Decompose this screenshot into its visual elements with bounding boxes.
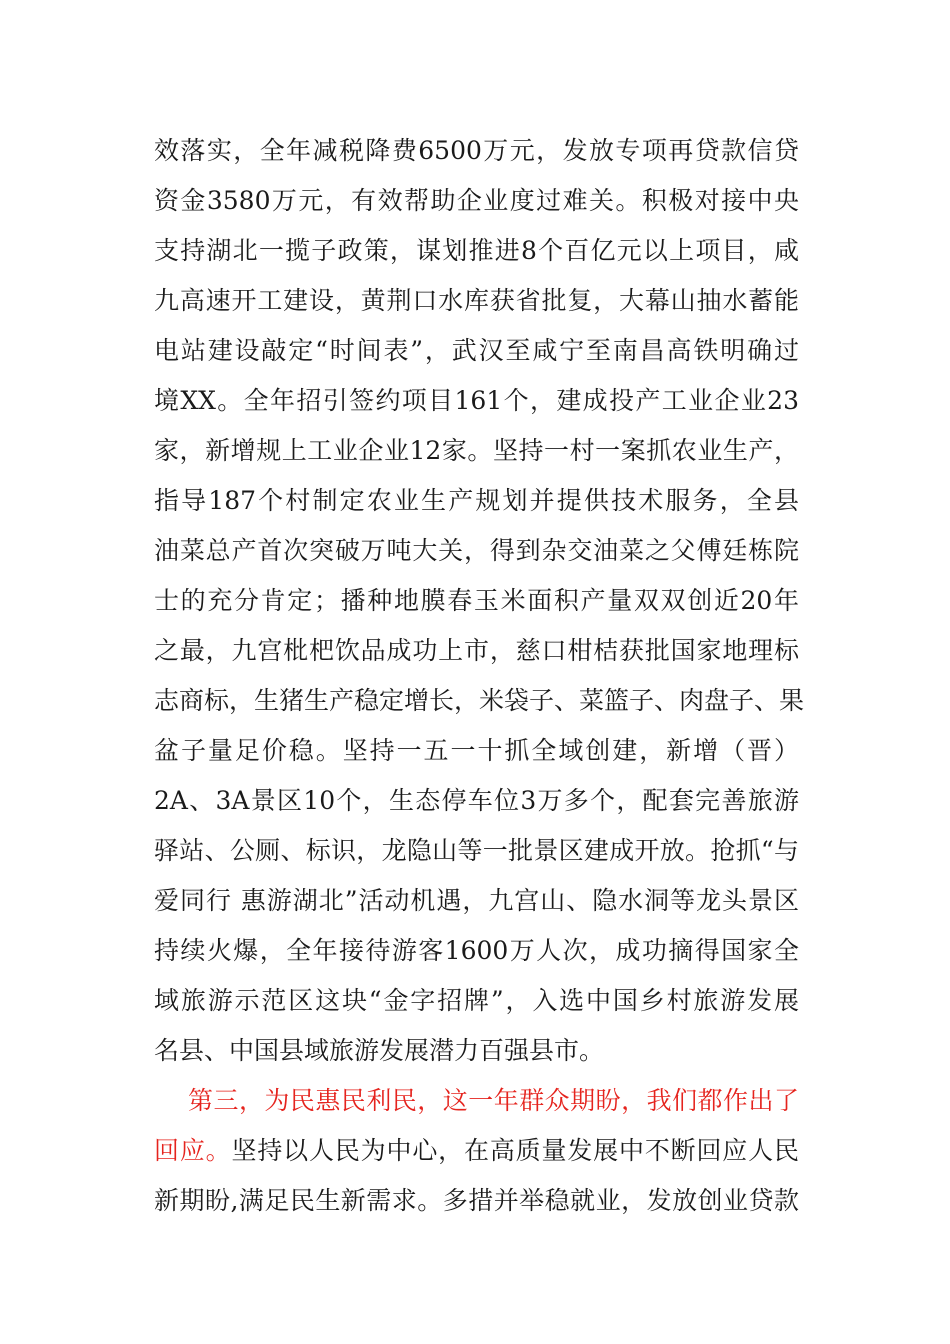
text-line: 之最，九宫枇杷饮品成功上市，慈口柑桔获批国家地理标 (154, 636, 799, 665)
text-span: 坚持以人民为中心，在高质量发展中不断回应人民 (231, 1136, 799, 1165)
text-line: 新期盼,满足民生新需求。多措并举稳就业，发放创业贷款 (154, 1186, 799, 1215)
text-line: 效落实，全年减税降费6500万元，发放专项再贷款信贷 (154, 136, 799, 165)
text-line: 油菜总产首次突破万吨大关，得到杂交油菜之父傅廷栋院 (154, 536, 799, 565)
text-line: 持续火爆，全年接待游客1600万人次，成功摘得国家全 (154, 936, 799, 965)
text-line: 境XX。全年招引签约项目161个，建成投产工业企业23 (154, 386, 799, 415)
text-line: 电站建设敲定“时间表”，武汉至咸宁至南昌高铁明确过 (154, 336, 799, 365)
section-heading-end: 回应。 (154, 1136, 232, 1165)
text-line: 家，新增规上工业企业12家。坚持一村一案抓农业生产， (154, 436, 799, 465)
text-line: 志商标，生猪生产稳定增长，米袋子、菜篮子、肉盘子、果 (154, 686, 805, 715)
document-body (154, 126, 805, 1226)
text-line: 2A、3A景区10个，生态停车位3万多个，配套完善旅游 (154, 786, 799, 815)
text-line: 驿站、公厕、标识，龙隐山等一批景区建成开放。抢抓“与 (154, 836, 799, 865)
text-line: 爱同行 惠游湖北”活动机遇，九宫山、隐水洞等龙头景区 (154, 886, 799, 915)
text-line: 盆子量足价稳。坚持一五一十抓全域创建，新增（晋） (154, 736, 799, 765)
text-line: 支持湖北一揽子政策，谋划推进8个百亿元以上项目，咸 (154, 236, 799, 265)
text-line (154, 1126, 799, 1176)
text-line: 士的充分肯定；播种地膜春玉米面积产量双双创近20年 (154, 586, 799, 615)
section-heading-line: 第三，为民惠民利民，这一年群众期盼，我们都作出了 (188, 1086, 799, 1115)
text-line: 指导187个村制定农业生产规划并提供技术服务，全县 (154, 486, 799, 515)
text-line: 名县、中国县域旅游发展潜力百强县市。 (154, 1036, 605, 1065)
text-line: 资金3580万元，有效帮助企业度过难关。积极对接中央 (154, 186, 799, 215)
text-line: 九高速开工建设，黄荆口水库获省批复，大幕山抽水蓄能 (154, 286, 799, 315)
text-line: 域旅游示范区这块“金字招牌”，入选中国乡村旅游发展 (154, 986, 799, 1015)
